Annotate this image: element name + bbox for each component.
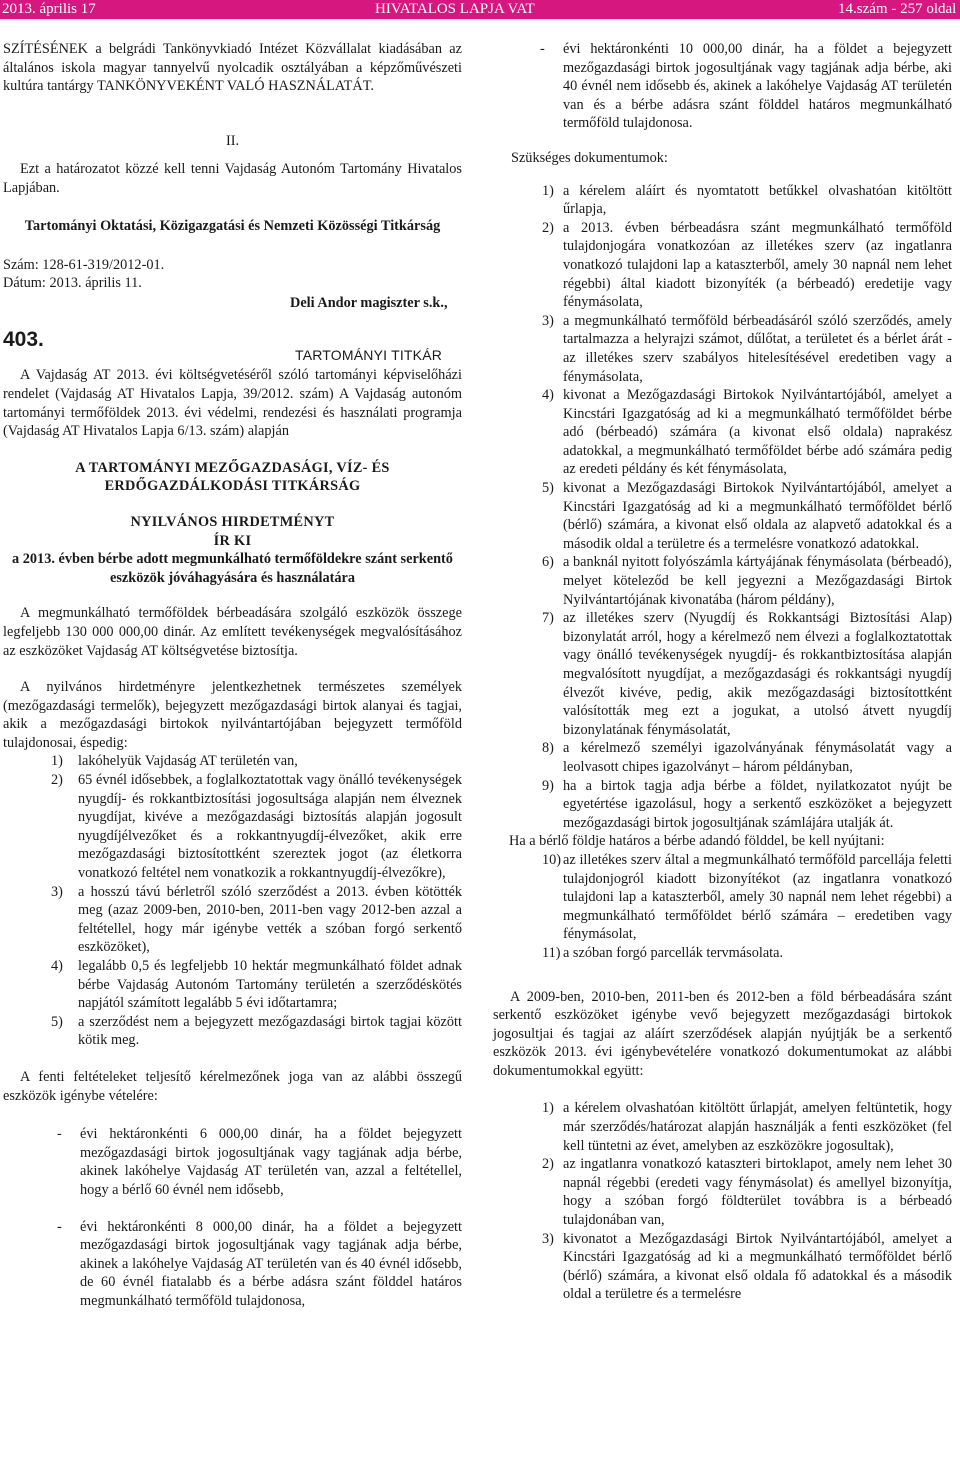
- document-number-label: 2): [542, 1156, 554, 1173]
- adjacent-land-heading: Ha a bérlő földje határos a bérbe adandó földdel, be kell nyújtani:: [509, 833, 885, 850]
- reference-date: Dátum: 2013. április 11.: [3, 275, 142, 292]
- document-number-label: 8): [542, 740, 554, 757]
- document-number-label: 7): [542, 610, 554, 627]
- preamble-text: A Vajdaság AT 2013. évi költségvetéséről szóló tartományi képviselőházi rendelet (Vajdaság AT Hivatalos Lapja, 39/2012. szám) A Vajdaság autonóm tartományi termőföldek 2013. évi védelmi, rendezési és használati programja (Vajdaság AT Hivatalos Lapja 6/13. szám) alapján: [3, 367, 462, 440]
- header-journal: HIVATALOS LAPJA VAT: [375, 1, 535, 17]
- conditions-list: [3, 752, 462, 1050]
- amount-text: évi hektáronkénti 6 000,00 dinár, ha a földet bejegyzett mezőgazdasági birtok jogosultjának vagy tagjának adja bérbe, akinek lakóhelye Vajdaság AT területén van, azzal a feltétellel, hogy a bérlő 60 évnél nem idősebb,: [80, 1126, 462, 1198]
- document-item: [542, 1155, 952, 1229]
- document-number-label: 9): [542, 777, 554, 794]
- document-item: [542, 944, 952, 963]
- document-number-label: 2): [542, 219, 554, 236]
- condition-number: 3): [51, 883, 63, 900]
- document-item: [542, 777, 952, 833]
- section-roman-numeral: II.: [225, 133, 240, 149]
- reference-number: Szám: 128-61-319/2012-01.: [3, 256, 165, 273]
- document-number-label: 3): [542, 1230, 554, 1247]
- document-text: a kérelem aláírt és nyomtatott betűkkel olvashatóan kitöltött űrlapja,: [563, 182, 952, 218]
- notice-title-line-1: NYILVÁNOS HIRDETMÉNYT: [130, 513, 335, 530]
- document-text: kivonat a Mezőgazdasági Birtokok Nyilvántartójából, amelyet a Kincstári Igazgatóság ad ki a megmunkálható termőföldet bérbe adó (bérbeadó) számára (a kivonat első oldala) naprakész adatokkal, a megmunkálható termőföldet bérbe adó számára pedig az eredeti példány és két fénymásolata,: [563, 387, 952, 478]
- amount-text: évi hektáronkénti 8 000,00 dinár, ha a földet a bejegyzett mezőgazdasági birtok jogosultjának vagy tagjának adja bérbe, akinek a lakóhelye Vajdaság AT területén van és 40 évnél idősebb, de 60 évnél fiatalabb és a bérbe adásra szánt földdel határos megmunkálható termőföld tulajdonosa,: [80, 1218, 462, 1309]
- document-text: a banknál nyitott folyószámla kártyájának fénymásolata (bérbeadó), melyet köteleződ be kell jegyezni a Mezőgazdasági Birtok Nyilvántartójának kivonatába (három példány),: [563, 554, 952, 608]
- header-issue: 14.szám - 257 oldal: [838, 1, 957, 17]
- secretariat-name: Tartományi Oktatási, Közigazgatási és Nemzeti Közösségi Titkárság: [24, 218, 441, 235]
- condition-item: [51, 957, 462, 1013]
- date-signature-row: [3, 274, 462, 316]
- eligible-applicants-paragraph: A nyilvános hirdetményre jelentkezhetnek természetes személyek (mezőgazdasági termelők), bejegyzett mezőgazdasági birtok alanyai és tagjai, akik a mezőgazdasági birtokok nyilvántartójában bejegyzett termőföld tulajdonosai, éspedig:: [3, 679, 462, 751]
- amount-dash-list: [3, 1125, 462, 1310]
- document-text: kivonatot a Mezőgazdasági Birtok Nyilvántartójából, amelyet a Kincstári Igazgatóság ad ki a megmunkálható termőföldet bérlő (bérlő) számára, a kivonat első oldala fő adatokkal és a második oldal a területre és a termelésre: [563, 1230, 952, 1303]
- amount-text: évi hektáronkénti 10 000,00 dinár, ha a földet a bejegyzett mezőgazdasági birtok jogosultjának vagy tagjának adja bérbe, aki 40 évnél nem idősebb és, akinek a lakóhelye Vajdaság AT területén van és a bérbe adásra szánt földdel határos megmunkálható termőföld tulajdonosa.: [563, 41, 952, 132]
- document-item: [542, 1230, 952, 1304]
- condition-text: legalább 0,5 és legfeljebb 10 hektár megmunkálható földet adnak bérbe Vajdaság Autonóm Tartomány területén a szerződéskötés napjától számított legalább 5 évi időtartamra;: [78, 958, 462, 1012]
- condition-item: [51, 752, 462, 771]
- document-item: [542, 219, 952, 312]
- document-item: [542, 386, 952, 479]
- document-item: [542, 739, 952, 776]
- previous-years-paragraph: A 2009-ben, 2010-ben, 2011-ben és 2012-ben a föld bérbeadására szánt serkentő eszközöket igénybe vevő bejegyzett mezőgazdasági birtokok jogosultjai és tagjai az aláírt szerződések alapján nyújtják be a serkentő eszközök 2013. évi igénybevételére vonatkozó dokumentumokat az alábbi dokumentumokkal együtt:: [493, 988, 952, 1079]
- condition-item: [51, 883, 462, 957]
- amount-item: [538, 40, 952, 133]
- document-item: [542, 851, 952, 944]
- condition-item: [51, 1013, 462, 1050]
- document-number-label: 11): [542, 944, 561, 961]
- condition-text: a hosszú távú bérletről szóló szerződést a 2013. évben kötötték meg (azaz 2009-ben, 2010-ben, 2011-ben vagy 2012-ben azzal a feltétellel, hogy már igénybe vették a szóban forgó serkentő eszközöket),: [78, 883, 462, 956]
- document-text: a kérelem olvashatóan kitöltött űrlapját, amelyen feltüntetik, hogy már szerződés/határozat alapján használják a fenti eszközöket (fel kell tüntetni az évet, amelyben az eszközökre jogosultak),: [563, 1100, 952, 1154]
- amount-item: [55, 1125, 462, 1199]
- document-text: a kérelmező személyi igazolványának fénymásolatát vagy a leolvasott chipes igazolványt – három példányban,: [563, 740, 952, 775]
- document-number-label: 6): [542, 554, 554, 571]
- document-text: a szóban forgó parcellák tervmásolata.: [563, 944, 784, 961]
- document-item: [542, 479, 952, 553]
- signer-name: Deli Andor magiszter s.k.,: [290, 295, 448, 312]
- amount-item: [55, 1218, 462, 1311]
- document-number-label: 1): [542, 182, 554, 199]
- document-text: a megmunkálható termőföld bérbeadásáról szóló szerződés, amely tartalmazza a helyrajzi számot, dűlőtat, a területet és a bérlet árát - az illetékes szerv szabályos hitelesítésével eredetiben vagy a fénymásolata,: [563, 312, 952, 385]
- condition-number: 5): [51, 1013, 63, 1030]
- signer-title: TARTOMÁNYI TITKÁR: [295, 347, 443, 363]
- publication-clause: Ezt a határozatot közzé kell tenni Vajdaság Autonóm Tartomány Hivatalos Lapjában.: [3, 161, 462, 196]
- required-documents-heading: Szükséges dokumentumok:: [511, 149, 668, 166]
- notice-title-line-2: ÍR KI: [213, 532, 252, 549]
- header-date: 2013. április 17: [2, 1, 96, 17]
- document-number-label: 1): [542, 1100, 554, 1117]
- decision-intro-text: SZÍTÉSÉNEK a belgrádi Tankönyvkiadó Intézet Közvállalat kiadásában az általános iskola magyar tannyelvű nyolcadik osztályában a képzőművészeti kultúra tantárgy TANKÖNYVEKÉNT VALÓ HASZNÁLATÁT.: [3, 41, 462, 95]
- right-column: [493, 40, 952, 1304]
- document-item: [542, 609, 952, 739]
- adjacent-land-documents-list: [493, 851, 952, 963]
- issuer-line-1: A TARTOMÁNYI MEZŐGAZDASÁGI, VÍZ- ÉS: [75, 459, 390, 476]
- document-text: az illetékes szerv által a megmunkálható termőföld parcellája feletti tulajdonjogról kiadott bizonyítékot (az ingatlanra vonatkozó tulajdoni lap a kataszterből, amely 30 napnál nem lehet régebbi) a megmunkálható termőföldet bérlő számára – eredetiben vagy fénymásolat,: [563, 851, 952, 943]
- condition-number: 1): [51, 753, 63, 770]
- dash-bullet: -: [57, 1126, 62, 1143]
- condition-item: [51, 771, 462, 883]
- document-item: [542, 312, 952, 386]
- document-item: [542, 1099, 952, 1155]
- document-number: 403.: [3, 328, 44, 352]
- condition-text: a szerződést nem a bejegyzett mezőgazdasági birtok tagjai között kötik meg.: [78, 1013, 462, 1049]
- document-number-label: 5): [542, 480, 554, 497]
- condition-number: 4): [51, 958, 63, 974]
- document-text: az illetékes szerv (Nyugdíj és Rokkantsági Biztosítási Alap) bizonylatát arról, hogy a kérelmező nem élvezi a foglalkoztatottak vagy önálló tevékenységek nyugdíj- és rokkantbiztosítása alapján megvalósított nyugdíjat, a mezőgazdasági és rokkantsági nyugdíj élvezőt kivéve, pedig, akik mezőgazdasági biztosítottként valósították meg ezt a jogukat, a utolsó átvett nyugdíj bizonylatának fénymásolatát,: [563, 610, 952, 738]
- document-text: kivonat a Mezőgazdasági Birtokok Nyilvántartójából, amelyet a Kincstári Igazgatóság ad ki a megmunkálható termőföldet bérlő (bérlő) számára, a kivonat első oldala az alapvető adatokkal és a második oldal a területre és a termelésre vonatkozó adatokkal.: [563, 480, 952, 552]
- document-item: [542, 182, 952, 219]
- condition-text: lakóhelyük Vajdaság AT területén van,: [78, 753, 298, 770]
- document-text: az ingatlanra vonatkozó kataszteri birtoklapot, amely nem lehet 30 napnál régebbi (eredeti vagy fénymásolat) és amellyel bizonyítja, hogy a szóban forgó földterület továbbra is a bérbeadó tulajdonában van,: [563, 1156, 952, 1229]
- document-number-label: 10): [542, 851, 562, 868]
- previous-years-documents-list: [493, 1099, 952, 1304]
- condition-number: 2): [51, 772, 63, 789]
- notice-subject: a 2013. évben bérbe adott megmunkálható termőföldekre szánt serkentő eszközök jóváhagyására és használatára: [12, 551, 453, 586]
- document-item: [542, 553, 952, 609]
- left-column: [3, 40, 462, 1311]
- required-documents-list: [493, 182, 952, 833]
- funds-amount-paragraph: A megmunkálható termőföldek bérbeadására szolgáló eszközök összege legfeljebb 130 000 000,00 dinár. Az említett tevékenységek megvalósításához az eszközöket Vajdaság AT költségvetése biztosítja.: [3, 605, 462, 659]
- dash-bullet: -: [57, 1218, 62, 1235]
- dash-bullet: -: [540, 41, 545, 57]
- issuer-line-2: ERDŐGAZDÁLKODÁSI TITKÁRSÁG: [104, 478, 361, 495]
- amount-dash-list-continued: [493, 40, 952, 133]
- entitlement-paragraph: A fenti feltételeket teljesítő kérelmezőnek joga van az alábbi összegű eszközök igénybe vételére:: [3, 1068, 462, 1104]
- document-number-label: 3): [542, 312, 554, 329]
- document-text: ha a birtok tagja adja bérbe a földet, nyilatkozatot nyújt be egyetértése igazolásul, hogy a serkentő eszközöket a bejegyzett mezőgazdasági birtok jogosultjának számlájára utalják át.: [563, 777, 952, 831]
- document-text: a 2013. évben bérbeadásra szánt megmunkálható termőföld tulajdonjogára vonatkozóan az illetékes szerv (az ingatlanra vonatkozó tulajdoni lap a kataszterből, amely 30 napnál nem lehet régebbi) által kiadott bizonyíték (a bérbeadó) eredetije vagy fénymásolata,: [563, 219, 952, 311]
- condition-text: 65 évnél idősebbek, a foglalkoztatottak vagy önálló tevékenységek nyugdíj- és rokkantbiztosítási jogosultsága alapján nem élveznek nyugdíjat, kivéve a mezőgazdasági biztosítás alapján jogosult nyugdíjélvezőket és a rokkantnyugdíj-élvezőket, akik erre mezőgazdasági biztosítottként szereztek jogot (az életkorra vonatkozó feltétel nem vonatkozik a rokkantnyugdíj-élvezőkre),: [78, 772, 462, 882]
- page-header: [0, 0, 960, 19]
- document-number-label: 4): [542, 387, 554, 404]
